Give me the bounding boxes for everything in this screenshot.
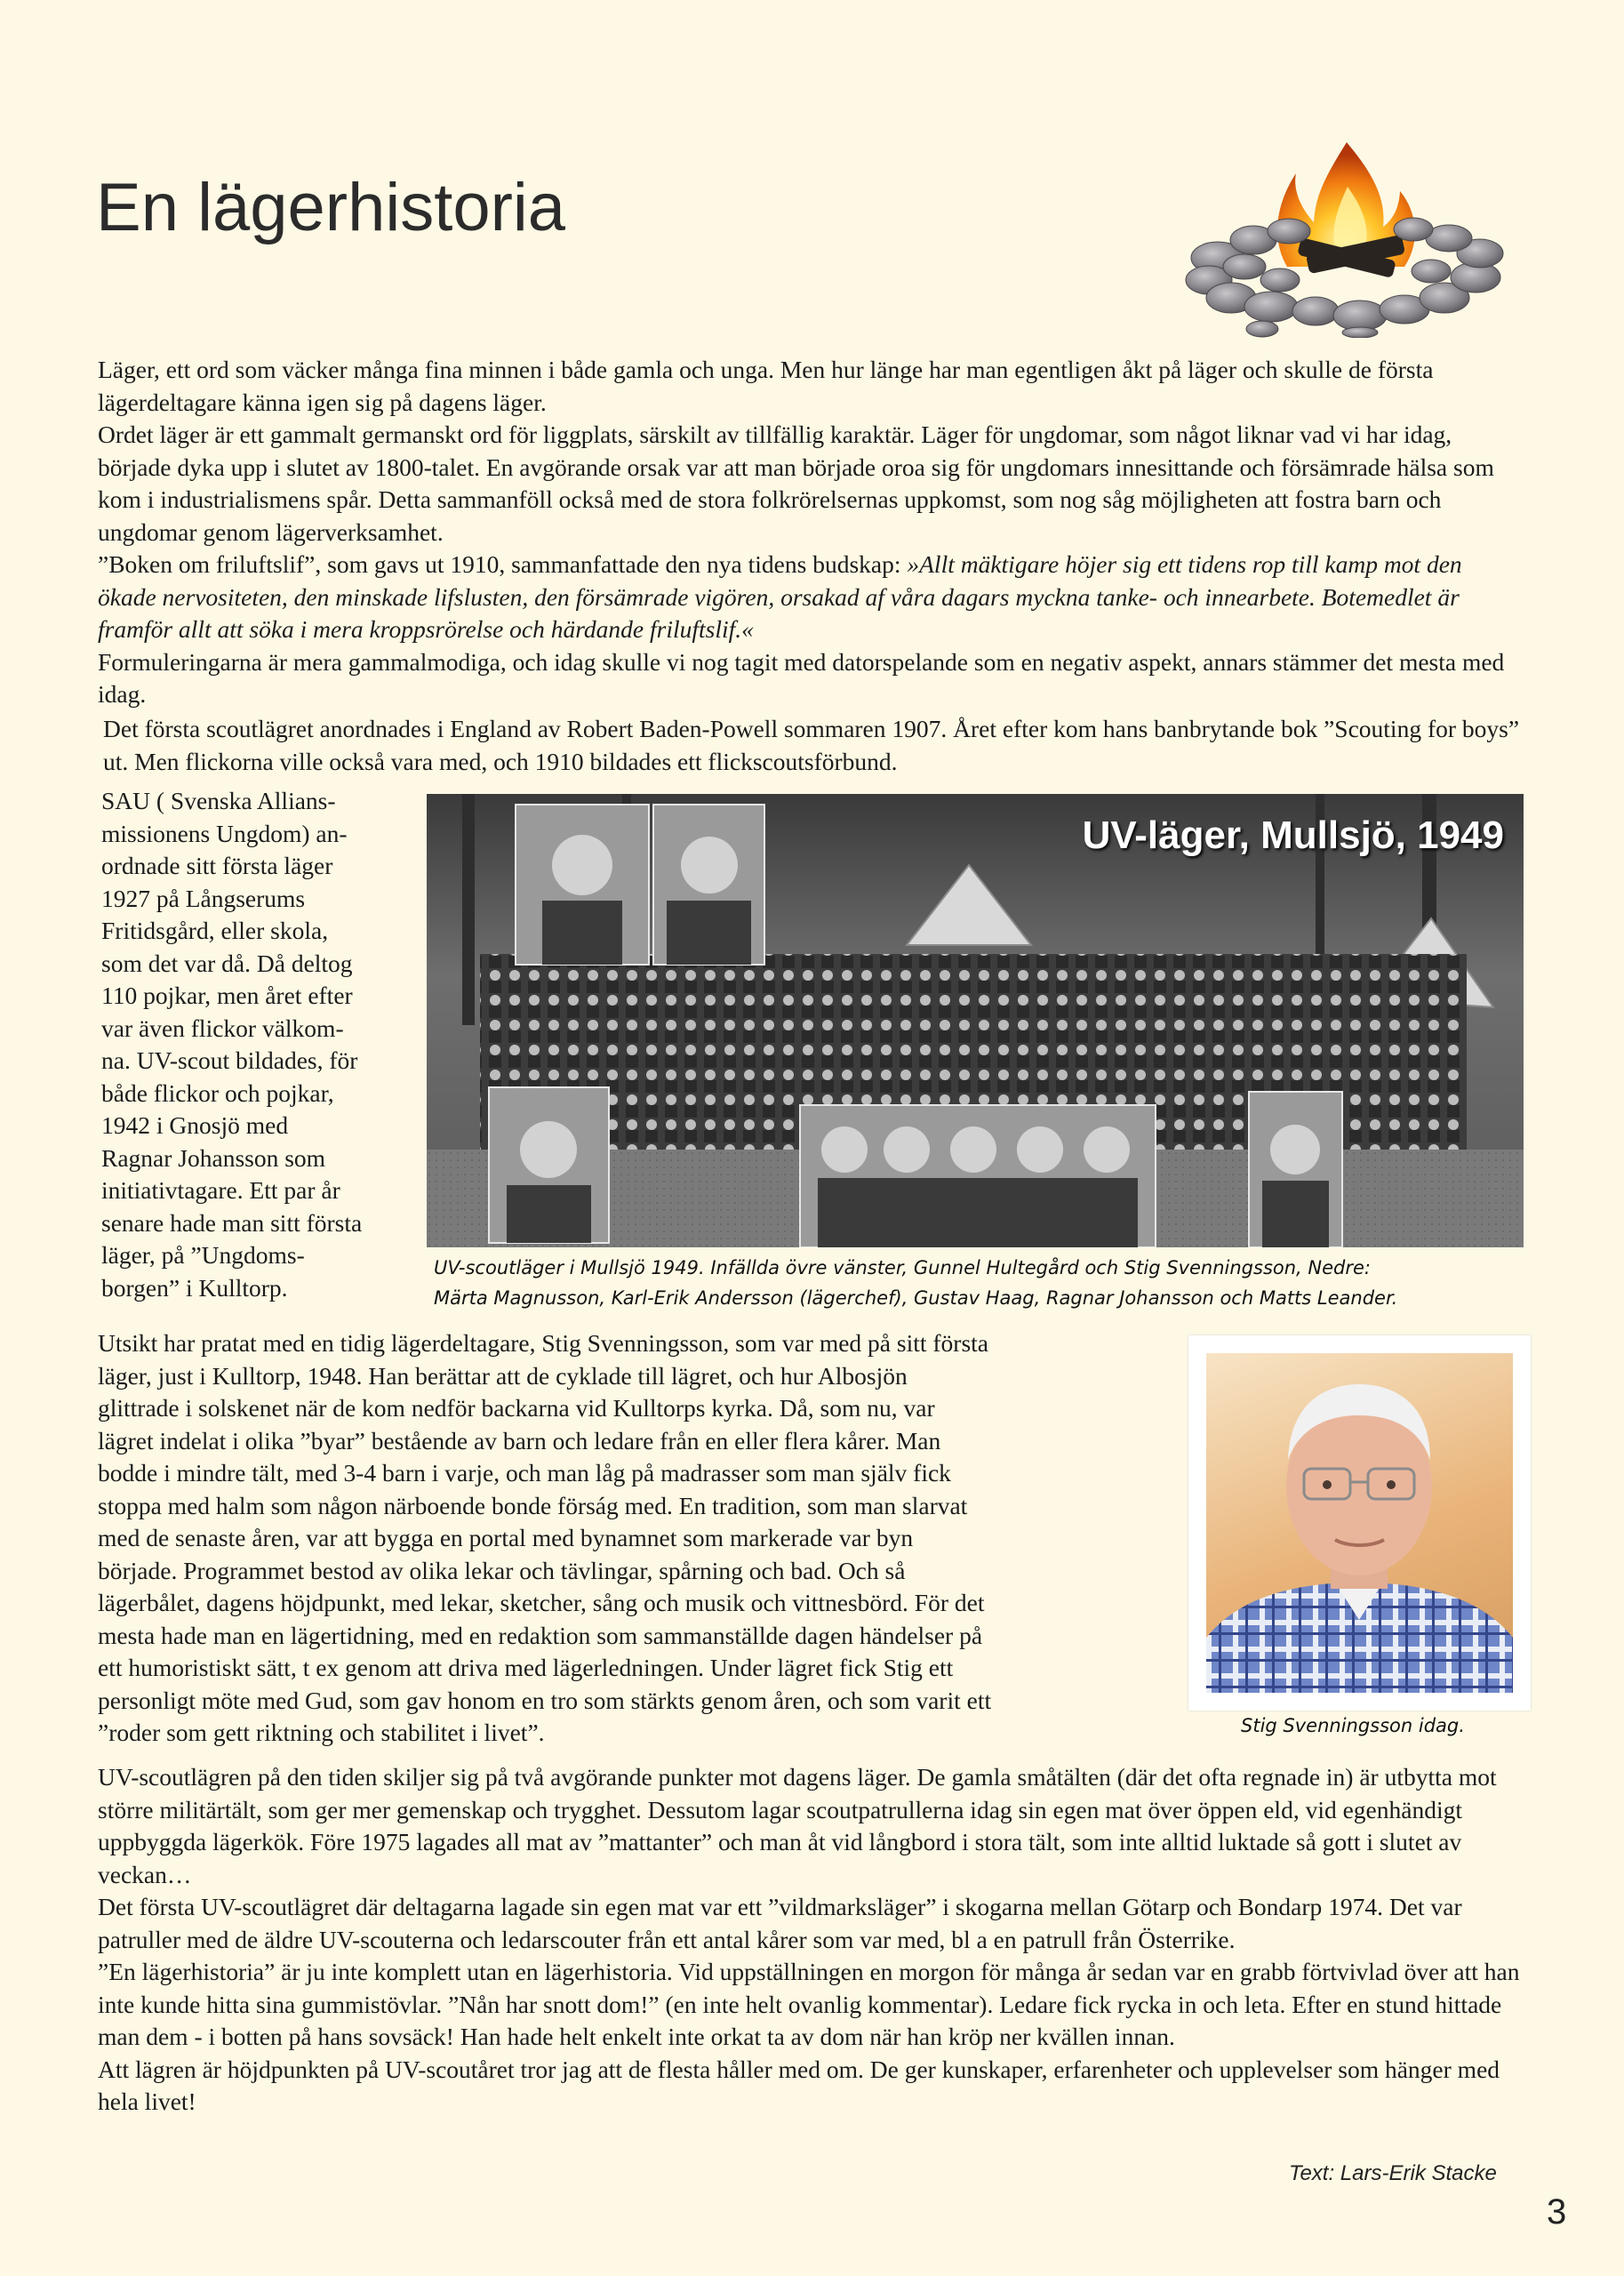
sau-line: 1942 i Gnosjö med: [101, 1111, 289, 1139]
interview-line: ”roder som gett riktning och stabilitet i livet”.: [98, 1719, 545, 1746]
interview-line: Utsikt har pratat med en tidig lägerdeltagare, Stig Svenningsson, som var med på sitt första: [98, 1329, 989, 1357]
interview-line: glittrade i solskenet när de kom nedför backarna vid Kulltorps kyrka. Då, som nu, var: [98, 1394, 935, 1422]
sau-line: borgen” i Kulltorp.: [101, 1273, 288, 1302]
scout-history-paragraph: Det första scoutlägret anordnades i England av Robert Baden-Powell sommaren 1907. Året efter kom hans banbrytande bok ”Scouting for boys” ut. Men flickorna ville också vara med, och 1910 bildades ett flickscoutsförbund.: [103, 715, 1520, 775]
today-paragraph-4: Att lägren är höjdpunkten på UV-scoutåret tror jag att de flesta håller med om. De ger kunskaper, erfarenheter och upplevelser som hänger med hela livet!: [98, 2055, 1500, 2115]
interview-line: lägerbålet, dagens höjdpunkt, med lekar, sketcher, sång och musik och vittnesbörd. För det: [98, 1589, 985, 1616]
sau-line: Fritidsgård, eller skola,: [101, 917, 329, 944]
interview-line: bodde i mindre tält, med 3-4 barn i varje, och man låg på madrasser som man själv fick: [98, 1459, 951, 1487]
interview-line: mesta hade man en lägertidning, med en redaktion som sammanställde dagen händelser på: [98, 1621, 983, 1649]
interview-line: med de senaste åren, var att bygga en portal med bynamnet som markerade var byn: [98, 1524, 914, 1551]
sau-line: SAU ( Svenska Allians-: [101, 787, 336, 814]
sau-column: [101, 785, 426, 1304]
intro-paragraph-1: Läger, ett ord som väcker många fina minnen i både gamla och unga. Men hur länge har man egentligen åkt på läger och skulle de första lägerdeltagare känna igen sig på dagens läger.: [98, 356, 1434, 416]
interview-line: personligt möte med Gud, som gav honom en tro som stärkts genom åren, och som varit ett: [98, 1686, 992, 1714]
sau-line: som det var då. Då deltog: [101, 949, 353, 977]
page-number: 3: [1547, 2192, 1567, 2232]
portrait-caption: Stig Svenningsson idag.: [1241, 1715, 1465, 1736]
today-paragraph-3: ”En lägerhistoria” är ju inte komplett utan en lägerhistoria. Vid uppställningen en morgon för många år sedan var en grabb förtvivlad över att han inte kunde hitta sina gummistövlar. ”Nån har snott dom!” (en inte helt ovanlig kommentar). Ledare fick rycka in och leta. Efter en stund hittade man dem - i botten på hans sovsäck! Han hade helt enkelt inte orkat ta av dom när han kröp ner kvällen innan.: [98, 1958, 1520, 2050]
today-text: [98, 1761, 1520, 2119]
intro-paragraph-4: Formuleringarna är mera gammalmodiga, och idag skulle vi nog tagit med datorspelande som en negativ aspekt, annars stämmer det mesta med idag.: [98, 647, 1505, 708]
intro-quote-lead: ”Boken om friluftslif”, som gavs ut 1910, sammanfattade den nya tidens budskap:: [98, 550, 908, 578]
author-byline: Text: Lars-Erik Stacke: [1289, 2161, 1497, 2185]
interview-line: började. Programmet bestod av olika lekar och tävlingar, spårning och bad. Och så: [98, 1556, 906, 1584]
interview-line: ett humoristiskt sätt, t ex genom att driva med lägerledningen. Under lägret fick Stig ett: [98, 1654, 954, 1681]
sau-line: ordnade sitt första läger: [101, 852, 333, 879]
sau-line: 1927 på Långserums: [101, 884, 306, 912]
sau-line: var även flickor välkom-: [101, 1014, 344, 1042]
interview-line: läger, just i Kulltorp, 1948. Han berättar att de cyklade till lägret, och hur Albosjön: [98, 1361, 908, 1390]
page-title: En lägerhistoria: [96, 170, 566, 245]
intro-paragraph-3: [98, 549, 1520, 646]
photo-title: UV-läger, Mullsjö, 1949: [1082, 813, 1504, 857]
portrait-illustration: [1206, 1353, 1513, 1693]
sau-line: både flickor och pojkar,: [101, 1078, 334, 1107]
sau-line: läger, på ”Ungdoms-: [101, 1241, 305, 1269]
intro-paragraph-2: Ordet läger är ett gammalt germanskt ord för liggplats, särskilt av tillfällig karaktär. Läger för ungdomar, som något liknar vad vi har idag, började dyka upp i slutet av 1800-talet. En avgörande orsak var att man började oroa sig för ungdomars innesittande och försämrade hälsa som kom i industrialismens spår. Detta sammanföll också med de stora folkrörelsernas uppkomst, som nog såg möjligheten att fostra barn och ungdomar genom lägerverksamhet.: [98, 421, 1494, 546]
interview-text: [98, 1327, 1191, 1750]
photo-caption-line: Märta Magnusson, Karl-Erik Andersson (lägerchef), Gustav Haag, Ragnar Johansson och Matts Leander.: [434, 1287, 1398, 1309]
today-paragraph-1: UV-scoutlägren på den tiden skiljer sig på två avgörande punkter mot dagens läger. De gamla småtälten (där det ofta regnade in) är utbytta mot större militärtält, som ger mer gemenskap och trygghet. Dessutom lagar scoutpatrullerna idag sin egen mat över öppen eld, vid egenhändigt uppbyggda lägerkök. Före 1975 lagades all mat av ”mattanter” och man åt vid långbord i stora tält, som inte alltid luktade så gott i slutet av veckan…: [98, 1763, 1497, 1888]
campfire-illustration: [1182, 124, 1511, 338]
sau-line: initiativtagare. Ett par år: [101, 1176, 340, 1204]
today-paragraph-2: Det första UV-scoutlägret där deltagarna lagade sin egen mat var ett ”vildmarksläger” i skogarna mellan Götarp och Bondarp 1974. Det var patruller med de äldre UV-scouterna och ledarscouter från ett antal kårer som var med, bl a en patrull från Österrike.: [98, 1893, 1462, 1953]
group-photo: [427, 794, 1524, 1247]
photo-caption: [434, 1253, 1527, 1313]
sau-line: Ragnar Johansson som: [101, 1143, 326, 1172]
sau-line: senare hade man sitt första: [101, 1208, 363, 1237]
sau-line: na. UV-scout bildades, för: [101, 1046, 358, 1074]
interview-line: stoppa med halm som någon närboende bonde förság med. En tradition, som man slarvat: [98, 1491, 968, 1519]
intro-text: [98, 354, 1520, 711]
sau-line: missionens Ungdom) an-: [101, 819, 348, 847]
photo-caption-line: UV-scoutläger i Mullsjö 1949. Infällda övre vänster, Gunnel Hultegård och Stig Svenningsson, Nedre:: [434, 1257, 1371, 1278]
portrait-photo: [1206, 1353, 1513, 1693]
scout-history-text: [103, 713, 1525, 778]
camp-group-photo-illustration: [427, 794, 1524, 1247]
interview-line: lägret indelat i olika ”byar” bestående av barn och ledare från en eller flera kårer. Man: [98, 1426, 941, 1455]
portrait-frame: [1188, 1335, 1531, 1711]
sau-line: 110 pojkar, men året efter: [101, 982, 353, 1009]
friluftslif-quote: »Allt mäktigare höjer sig ett tidens rop till kamp mot den ökade nervositeten, den minskade lifslusten, den försämrade vigören, orsakad af våra dagars myckna tanke- och innearbete. Botemedlet är framför allt att söka i mera kroppsrörelse och härdande friluftslif.«: [98, 550, 1462, 643]
